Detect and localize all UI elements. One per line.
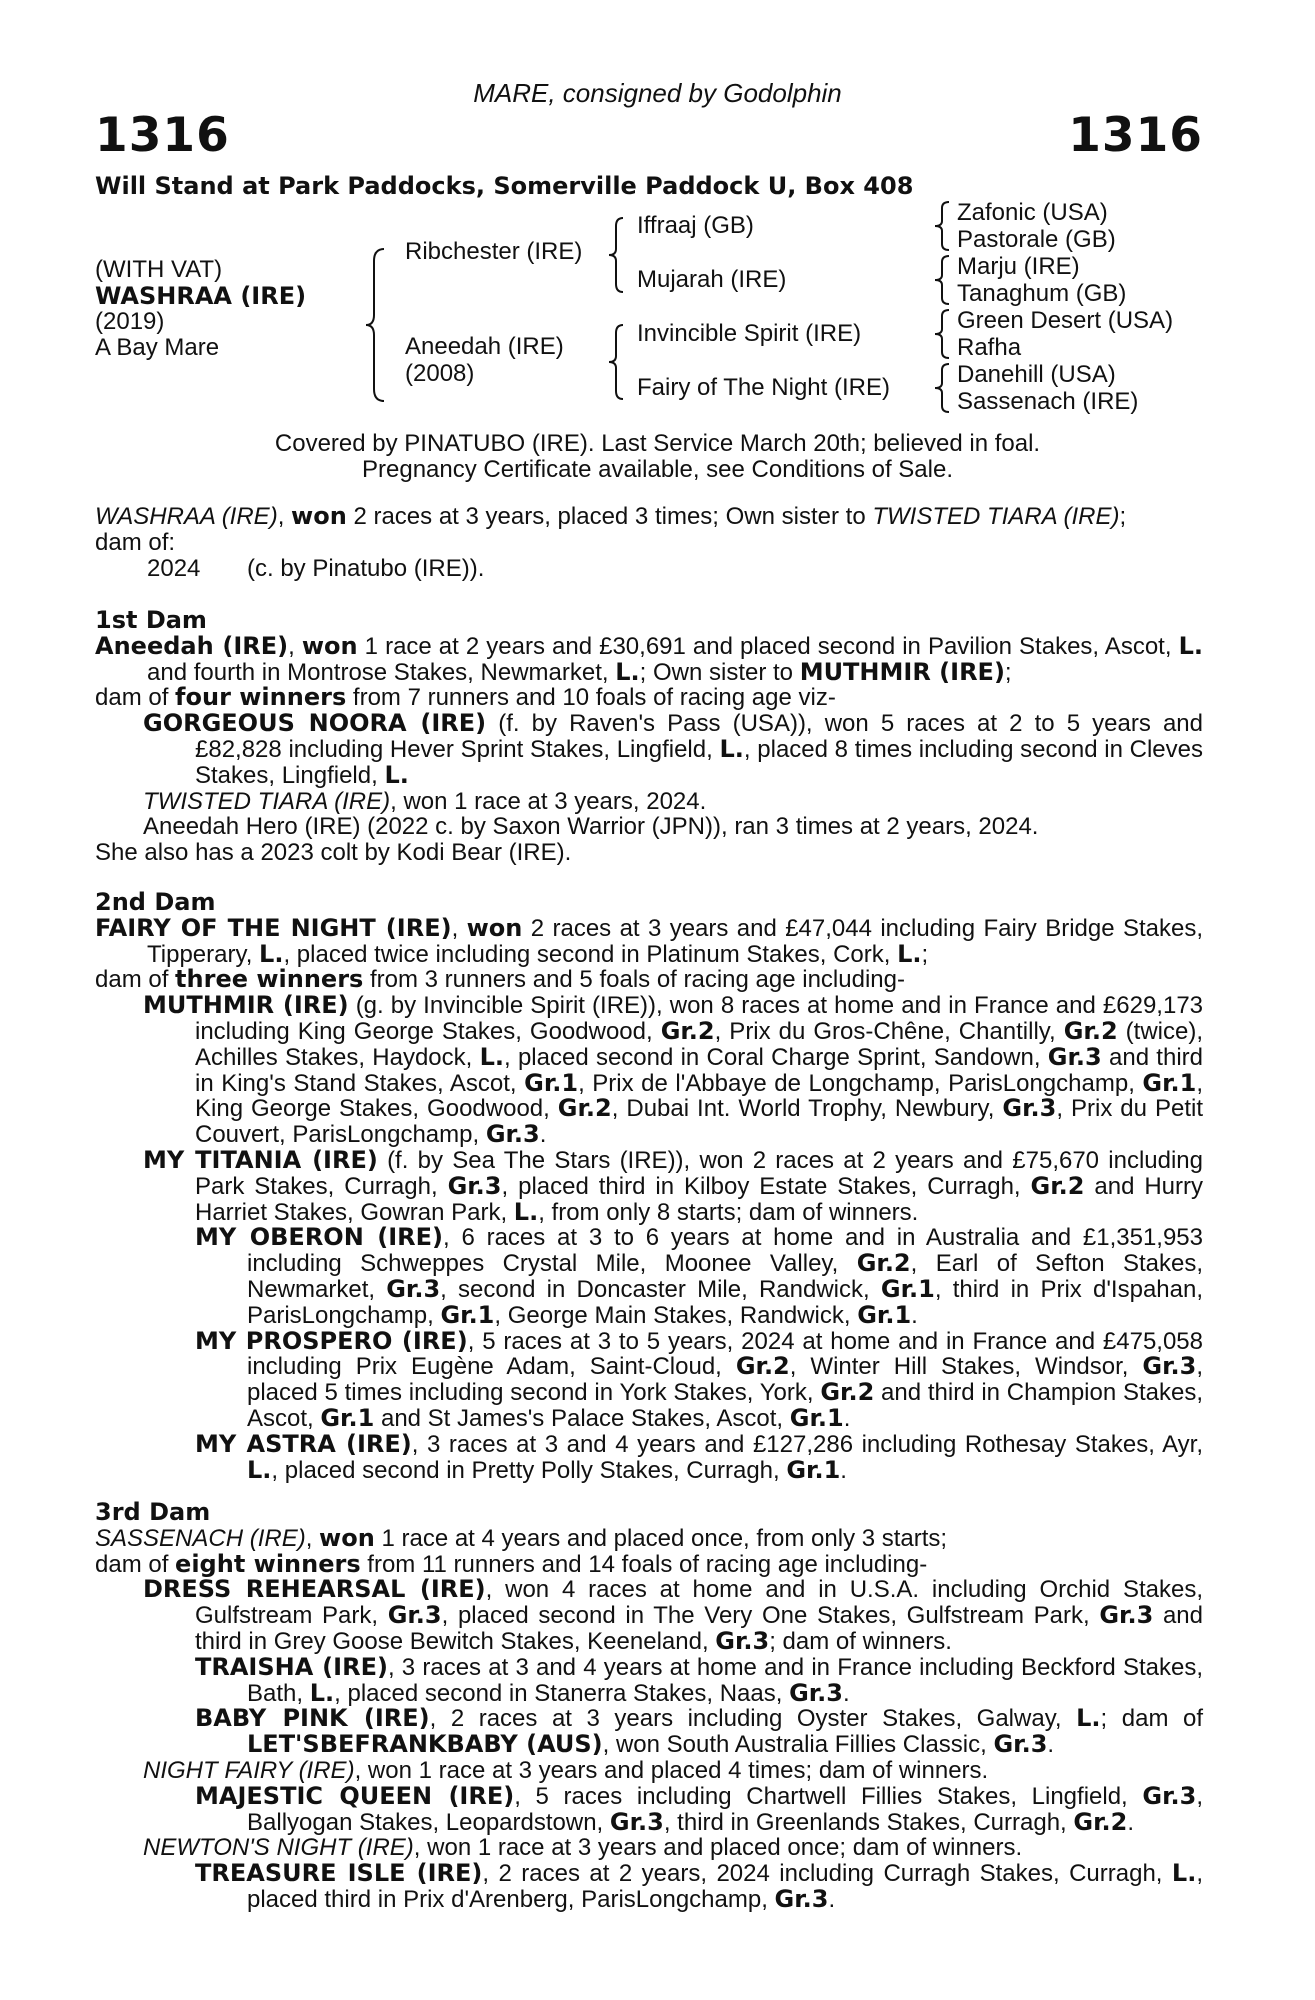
second-dam-section [95,890,1203,1483]
text-run: . [1127,1808,1134,1836]
text-run: , won 4 races at home and in U.S.A. including Orchid Stakes, Gulfstream Park, [195,1576,1203,1630]
text-run: , third in Prix d'Ispahan, ParisLongchamp, [247,1275,1204,1329]
pedigree-sire-sire: Iffraaj (GB) [637,212,754,239]
text-run: . [843,1679,850,1707]
progeny-my-prospero [95,1326,1204,1432]
intro-text-end: ; [1119,503,1127,530]
pedigree-brace-g3-3 [932,307,952,361]
text-run: , placed second in Stanerra Stakes, Naas, [334,1679,790,1707]
pedigree-g3-5: Green Desert (USA) [957,307,1174,334]
text-run: , Winter Hill Stakes, Windsor, [789,1353,1143,1381]
pedigree-g3-1: Zafonic (USA) [957,199,1108,226]
horse-name: MY OBERON (IRE) [195,1223,443,1252]
first-dam-won: won [301,631,358,660]
text-run: , from only 8 starts; dam of winners. [538,1198,919,1226]
sister-name: MUTHMIR (IRE) [799,657,1005,686]
produce-row [95,556,1203,582]
text-run: (f. by Raven's Pass (USA)), won 5 races at 2 to 5 years and £82,828 including Hever Sprint Stakes, Lingfield, [195,710,1204,763]
text-run: , won 1 race at 3 years and placed once; dam of winners. [413,1834,1023,1862]
text-run: ; Own sister to [639,658,800,686]
text-run: , third in Greenlands Stakes, Curragh, [663,1808,1074,1836]
text-run: and third in King's Stand Stakes, Ascot, [195,1043,1203,1097]
consignor-line: MARE, consigned by Godolphin [473,78,842,108]
progeny-my-oberon [95,1225,1203,1328]
text-run: (g. by Invincible Spirit (IRE)), won 8 races at home and in France and £629,173 including King George Stakes, Goodwood, [195,992,1204,1045]
text-run: and Hurry Harriet Stakes, Gowran Park, [195,1172,1204,1226]
grade-label: Gr.1 [880,1274,935,1303]
text-run: , 6 races at 3 to 6 years at home and in Australia and £1,351,953 including Schweppes Crystal Mile, Moonee Valley, [247,1224,1203,1278]
pedigree-g3-8: Sassenach (IRE) [957,388,1139,415]
progeny-aneedah-hero: Aneedah Hero (IRE) (2022 c. by Saxon Warrior (JPN)), ran 3 times at 2 years, 2024. [143,813,1039,841]
text-run: , won South Australia Fillies Classic, [602,1731,994,1759]
text-run: , placed 5 times including second in York Stakes, York, [247,1353,1204,1407]
horse-name: GORGEOUS NOORA (IRE) [143,709,487,738]
pedigree-brace-g3-2 [932,253,952,307]
intro-dam-of: dam of: [95,528,176,556]
progeny-dress-rehearsal [95,1577,1203,1654]
grade-label: L. [1171,1859,1197,1888]
progeny-my-astra [95,1429,1204,1484]
grade-label: Gr.2 [1073,1807,1128,1836]
stable-location: Will Stand at Park Paddocks, Somerville Paddock U, Box 408 [95,172,914,200]
second-dam-won: won [466,913,523,942]
text-run: , King George Stakes, Goodwood, [195,1069,1204,1123]
progeny-traisha [95,1652,1203,1707]
text-run: ; dam of [1100,1705,1203,1733]
grade-label: Gr.3 [1047,1042,1102,1071]
text-run: and third in Grey Goose Bewitch Stakes, Keeneland, [195,1602,1203,1655]
produce-year: 2024 [147,554,201,582]
text-run: , placed third in Kilboy Estate Stakes, Curragh, [501,1172,1031,1200]
winners-count: four winners [175,683,347,712]
text-run: , 3 races at 3 and 4 years at home and in France including Beckford Stakes, Bath, [247,1653,1203,1707]
text-run: , placed 8 times including second in Cleves Stakes, Lingfield, [195,735,1204,789]
intro-section [95,504,1203,581]
grade-label: Gr.1 [320,1403,375,1432]
grade-label: Gr.2 [820,1378,875,1407]
text-run: , 5 races at 3 to 5 years, 2024 at home and in France and £475,058 including Prix Eugène Adam, Saint-Cloud, [247,1327,1204,1381]
horse-name: MY TITANIA (IRE) [143,1145,378,1174]
grade-label: Gr.3 [447,1171,502,1200]
grade-label: Gr.3 [789,1678,843,1707]
grade-label: Gr.2 [1030,1171,1085,1200]
progeny-muthmir [95,993,1203,1148]
grade-label: L. [1178,631,1203,660]
first-dam-also: She also has a 2023 colt by Kodi Bear (IRE). [95,839,572,867]
third-dam-name: SASSENACH (IRE) [95,1524,306,1552]
third-dam-produce-summary [95,1549,1203,1578]
intro-won: won [291,502,347,530]
grade-label: L. [479,1042,505,1071]
grade-label: Gr.3 [1142,1352,1197,1381]
text-run: dam of [95,1550,176,1578]
grade-label: Gr.2 [557,1094,612,1123]
lot-number-left: 1316 [95,108,230,163]
grade-label: Gr.1 [789,1403,844,1432]
grade-label: Gr.2 [856,1249,911,1278]
pedigree-sire: Ribchester (IRE) [405,238,583,265]
grade-label: Gr.3 [1099,1601,1154,1630]
grade-label: Gr.3 [1142,1781,1197,1810]
first-dam-name: Aneedah (IRE) [95,631,289,660]
third-dam-won: won [319,1523,375,1552]
grade-label: L. [897,939,922,968]
text-run: and fourth in Montrose Stakes, Newmarket, [147,658,616,686]
grade-label: L. [309,1678,335,1707]
pedigree-dam-dam: Fairy of The Night (IRE) [637,374,890,401]
horse-name: TREASURE ISLE (IRE) [195,1859,483,1888]
progeny-baby-pink [95,1706,1203,1758]
subject-year: (2019) [95,308,165,335]
horse-name: TWISTED TIARA (IRE) [143,787,391,815]
covering-line-2: Pregnancy Certificate available, see Conditions of Sale. [362,456,953,483]
subject-description: A Bay Mare [95,334,220,361]
lot-number-right: 1316 [1068,108,1203,163]
intro-sister: TWISTED TIARA (IRE) [872,503,1120,530]
grade-label: L. [259,939,284,968]
grade-label: Gr.2 [735,1352,790,1381]
grade-label: Gr.3 [485,1120,540,1149]
text-run: . [911,1301,918,1329]
text-run: , placed second in The Very One Stakes, Gulfstream Park, [441,1602,1100,1630]
first-dam-produce-summary [95,685,1203,711]
progeny-twisted-tiara [95,789,1203,815]
grade-label: Gr.2 [1063,1016,1118,1045]
second-dam-paragraph: FAIRY OF THE NIGHT (IRE), won 2 races at 3 years and £47,044 including Fairy Bridge Stakes, Tipperary, L., placed twice including second in Platinum Stakes, Cork, L.; [95,913,1203,968]
text-run: , placed third in Prix d'Arenberg, ParisLongchamp, [247,1860,1203,1913]
text-run: , 5 races including Chartwell Fillies Stakes, Lingfield, [514,1782,1143,1810]
pedigree-sire-dam: Mujarah (IRE) [637,266,787,293]
pedigree-g3-4: Tanaghum (GB) [957,280,1127,307]
text-run: , Ballyogan Stakes, Leopardstown, [247,1782,1203,1836]
text-run: from 7 runners and 10 foals of racing age viz- [346,684,836,712]
text-run: , won 1 race at 3 years and placed 4 times; dam of winners. [354,1756,989,1784]
progeny-my-titania [95,1145,1204,1226]
grade-label: Gr.3 [993,1730,1048,1759]
pedigree-brace-g3-4 [932,361,952,415]
horse-name: DRESS REHEARSAL (IRE) [143,1575,486,1604]
text-run: 2 races at 3 years and £47,044 including Fairy Bridge Stakes, Tipperary, [147,914,1203,968]
text-run: ; dam of winners. [769,1627,952,1655]
grade-label: Gr.1 [440,1300,495,1329]
grade-label: Gr.1 [786,1455,841,1484]
text-run: and St James's Palace Stakes, Ascot, [374,1404,790,1432]
grade-label: Gr.1 [1142,1068,1197,1097]
first-dam-section [95,608,1203,866]
first-dam-heading: 1st Dam [95,606,207,634]
text-run: , Prix de l'Abbaye de Longchamp, ParisLongchamp, [578,1069,1143,1097]
intro-name: WASHRAA (IRE) [95,503,278,530]
horse-name: NIGHT FAIRY (IRE) [143,1756,355,1784]
text-run: , 2 races at 3 years including Oyster Stakes, Galway, [429,1705,1077,1733]
pedigree-brace-sire [606,215,626,295]
produce-text: (c. by Pinatubo (IRE)). [247,554,485,582]
pedigree-dam-sire: Invincible Spirit (IRE) [637,320,862,347]
grade-label: L. [1076,1704,1101,1733]
grade-label: Gr.3 [774,1884,829,1913]
horse-name: MY ASTRA (IRE) [195,1429,412,1458]
text-run: ; [921,940,929,968]
text-run: , Prix du Petit Couvert, ParisLongchamp, [195,1095,1203,1149]
text-run: ; [1004,658,1012,686]
text-run: (f. by Sea The Stars (IRE)), won 2 races at 2 years and £75,670 including Park Stakes, Curragh, [195,1146,1203,1200]
winners-count: three winners [175,965,364,994]
grade-label: L. [513,1197,539,1226]
text-run: and third in Champion Stakes, Ascot, [247,1379,1204,1432]
horse-name: MAJESTIC QUEEN (IRE) [195,1781,515,1810]
subject-name: WASHRAA (IRE) [95,282,307,310]
winners-count: eight winners [175,1549,361,1578]
second-dam-name: FAIRY OF THE NIGHT (IRE) [95,913,452,942]
pedigree-brace-main [362,245,388,405]
pedigree-dam: Aneedah (IRE) [405,333,564,360]
third-dam-paragraph: SASSENACH (IRE), won 1 race at 4 years and placed once, from only 3 starts; [95,1523,948,1552]
text-run: , Dubai Int. World Trophy, Newbury, [611,1095,1003,1123]
grade-label: L. [719,734,744,763]
text-run: 1 race at 2 years and £30,691 and placed second in Pavilion Stakes, Ascot, [357,632,1179,660]
text-run: . [828,1885,836,1913]
text-run: , Prix du Gros-Chêne, Chantilly, [714,1017,1064,1045]
progeny-majestic-queen [95,1781,1203,1836]
progeny-newtons-night [95,1835,1203,1861]
intro-paragraph: WASHRAA (IRE), won 2 races at 3 years, placed 3 times; Own sister to TWISTED TIARA (IRE); [95,502,1127,530]
text-run: . [840,1456,847,1484]
grade-label: Gr.3 [387,1601,442,1630]
intro-text: 2 races at 3 years, placed 3 times; Own sister to [346,503,873,530]
text-run: , won 1 race at 3 years, 2024. [390,787,707,815]
third-dam-heading: 3rd Dam [95,1498,211,1526]
text-run: , 3 races at 3 and 4 years and £127,286 including Rothesay Stakes, Ayr, [411,1430,1204,1458]
text-run: (twice), Achilles Stakes, Haydock, [195,1017,1204,1071]
text-run: dam of [95,684,176,712]
second-dam-heading: 2nd Dam [95,888,216,916]
grade-label: Gr.3 [386,1274,441,1303]
text-run: 1 race at 4 years and placed once, from only 3 starts; [374,1524,948,1552]
pedigree-g3-7: Danehill (USA) [957,361,1116,388]
grade-label: Gr.2 [660,1016,715,1045]
pedigree-brace-g3-1 [932,199,952,253]
horse-name: MY PROSPERO (IRE) [195,1326,468,1355]
grade-label: Gr.1 [857,1300,912,1329]
horse-name: TRAISHA (IRE) [195,1652,388,1681]
grade-label: Gr.3 [1002,1094,1057,1123]
grade-label: L. [247,1455,272,1484]
horse-name: LET'SBEFRANKBABY (AUS) [247,1730,603,1759]
pedigree-g3-2: Pastorale (GB) [957,226,1116,253]
progeny-gorgeous-noora [95,711,1203,788]
third-dam-section [95,1500,1203,1913]
pedigree-dam-year: (2008) [405,360,475,387]
text-run: from 3 runners and 5 foals of racing age including- [363,966,905,994]
grade-label: L. [384,760,409,789]
subject-vat: (WITH VAT) [95,256,223,283]
text-run: . [1047,1731,1055,1759]
progeny-treasure-isle [95,1861,1203,1913]
grade-label: Gr.3 [609,1807,664,1836]
horse-name: NEWTON'S NIGHT (IRE) [143,1834,414,1862]
covering-line-1: Covered by PINATUBO (IRE). Last Service March 20th; believed in foal. [274,430,1041,457]
grade-label: L. [615,657,640,686]
text-run: , placed twice including second in Platinum Stakes, Cork, [283,940,898,968]
grade-label: Gr.1 [524,1068,579,1097]
horse-name: MUTHMIR (IRE) [143,991,349,1020]
text-run: . [539,1121,547,1149]
horse-name: BABY PINK (IRE) [195,1704,430,1733]
text-run: , George Main Stakes, Randwick, [494,1301,858,1329]
second-dam-produce-summary [95,967,1203,993]
text-run: , 2 races at 2 years, 2024 including Curragh Stakes, Curragh, [482,1860,1172,1888]
pedigree-brace-dam [606,322,626,402]
text-run: . [843,1404,851,1432]
pedigree-g3-3: Marju (IRE) [957,253,1080,280]
first-dam-paragraph: Aneedah (IRE), won 1 race at 2 years and £30,691 and placed second in Pavilion Stakes, Ascot, L. and fourth in Montrose Stakes, Newmarket, L.; Own sister to MUTHMIR (IRE); [95,631,1203,686]
text-run: , placed second in Coral Charge Sprint, Sandown, [504,1043,1048,1071]
progeny-night-fairy [95,1758,1203,1784]
pedigree-g3-6: Rafha [957,334,1022,361]
text-run: , second in Doncaster Mile, Randwick, [440,1275,881,1303]
text-run: from 11 runners and 14 foals of racing age including- [360,1550,928,1578]
grade-label: Gr.3 [715,1626,770,1655]
text-run: , placed second in Pretty Polly Stakes, Curragh, [271,1456,787,1484]
text-run: , Earl of Sefton Stakes, Newmarket, [247,1250,1203,1303]
text-run: dam of [95,966,176,994]
